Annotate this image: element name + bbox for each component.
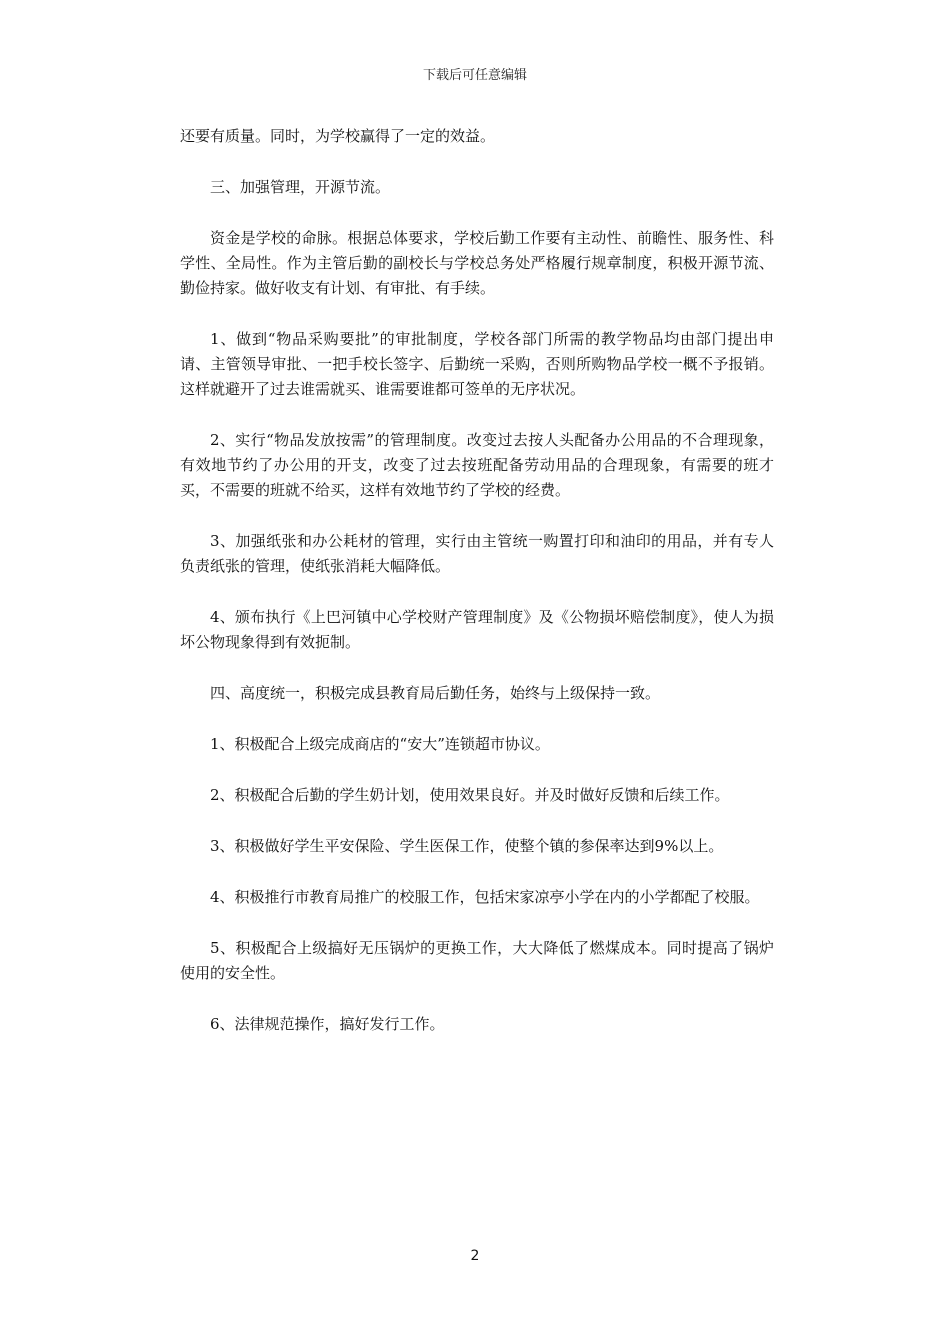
paragraph: 3、加强纸张和办公耗材的管理，实行由主管统一购置打印和油印的用品，并有专人负责纸张的管理，使纸张消耗大幅降低。	[180, 532, 774, 575]
paragraph: 1、做到“物品采购要批”的审批制度，学校各部门所需的教学物品均由部门提出申请、主管领导审批、一把手校长签字、后勤统一采购，否则所购物品学校一概不予报销。这样就避开了过去谁需就买、谁需要谁都可签单的无序状况。	[180, 330, 774, 398]
page-header: 下载后可任意编辑	[422, 68, 527, 83]
paragraph: 6、法律规范操作，搞好发行工作。	[210, 1015, 445, 1033]
paragraph: 三、加强管理，开源节流。	[210, 178, 391, 196]
paragraph: 3、积极做好学生平安保险、学生医保工作，使整个镇的参保率达到9%以上。	[210, 837, 724, 855]
page-number: 2	[470, 1248, 480, 1264]
paragraph: 还要有质量。同时，为学校赢得了一定的效益。	[180, 127, 496, 145]
document-body	[180, 124, 774, 1063]
paragraph: 5、积极配合上级搞好无压锅炉的更换工作，大大降低了燃煤成本。同时提高了锅炉使用的安全性。	[180, 939, 774, 982]
paragraph: 2、积极配合后勤的学生奶计划，使用效果良好。并及时做好反馈和后续工作。	[210, 786, 730, 804]
paragraph: 4、积极推行市教育局推广的校服工作，包括宋家凉亭小学在内的小学都配了校服。	[210, 888, 760, 906]
paragraph: 4、颁布执行《上巴河镇中心学校财产管理制度》及《公物损坏赔偿制度》，使人为损坏公物现象得到有效扼制。	[180, 608, 774, 651]
paragraph: 2、实行“物品发放按需”的管理制度。改变过去按人头配备办公用品的不合理现象，有效地节约了办公用的开支，改变了过去按班配备劳动用品的合理现象，有需要的班才买，不需要的班就不给买，这样有效地节约了学校的经费。	[180, 431, 774, 499]
paragraph: 四、高度统一，积极完成县教育局后勤任务，始终与上级保持一致。	[210, 684, 661, 702]
paragraph: 资金是学校的命脉。根据总体要求，学校后勤工作要有主动性、前瞻性、服务性、科学性、全局性。作为主管后勤的副校长与学校总务处严格履行规章制度，积极开源节流、勤俭持家。做好收支有计划、有审批、有手续。	[180, 229, 774, 297]
paragraph: 1、积极配合上级完成商店的“安大”连锁超市协议。	[210, 735, 550, 753]
